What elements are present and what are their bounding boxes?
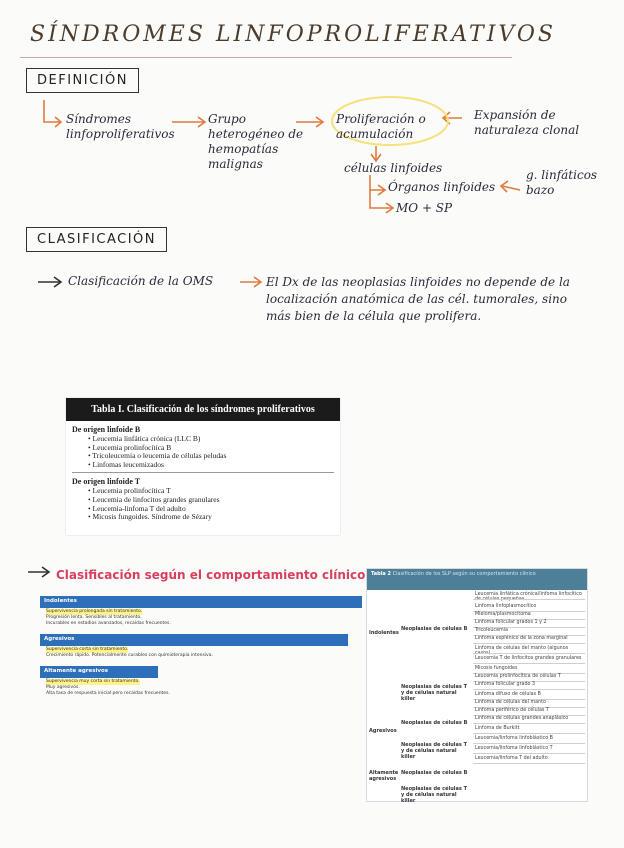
table-2-caption: Clasificación de los SLP según su comportamiento clínico [392, 571, 536, 577]
list-item: • Micosis fungoides. Síndrome de Sézary [88, 513, 340, 522]
clinical-list [40, 596, 362, 736]
mo-text: MO + SP [396, 201, 453, 215]
list-item: • Leucemia linfática crónica (LLC B) [88, 435, 340, 444]
clinical-title: Clasificación según el comportamiento clínico [56, 568, 366, 582]
sub-b-3: Neoplasias de células B [401, 770, 468, 776]
divider [72, 472, 334, 473]
row-divider [473, 653, 585, 654]
table-2-body [367, 590, 587, 804]
sub-b-1: Neoplasias de células B [401, 626, 468, 632]
table-2-cell: Leucemia/linfoma T del adulto [475, 756, 548, 761]
row-divider [473, 753, 585, 754]
table-2-cell: Leucemia linfática crónica/linfoma linfocítico de células pequeñas [475, 592, 582, 602]
organs-text: Órganos linfoides [388, 180, 496, 194]
row-divider [473, 663, 585, 664]
table-2-cell: Micosis fungoides [475, 666, 518, 671]
bar-altamente-agresivos: Altamente agresivos [40, 666, 158, 678]
prolif-text: Proliferación o acumulación [336, 112, 426, 141]
row-divider [473, 733, 585, 734]
list-item: • Leucemia-linfoma T del adulto [88, 505, 340, 514]
line: Muy agresivos. [46, 685, 80, 690]
line: Alta tasa de respuesta inicial pero recaídas frecuentes. [46, 691, 170, 696]
term-text: Síndromes linfoproliferativos [66, 112, 175, 141]
table-2-cell: Linfoma difuso de células B [475, 692, 541, 697]
oms-text: Clasificación de la OMS [68, 274, 214, 288]
row-divider [473, 643, 585, 644]
list-item: • Tricoleucemia o leucemia de células peludas [88, 452, 340, 461]
list-item: • Leucemia prolinfocítica B [88, 444, 340, 453]
page-title: SÍNDROMES LINFOPROLIFERATIVOS [30, 22, 557, 47]
table-2-cell: Linfoma de células del manto [475, 700, 546, 705]
table-2 [366, 568, 588, 802]
table-2-cell: Linfoma folicular grado 3 [475, 682, 536, 687]
cat-altamente: Altamente agresivos [369, 770, 399, 782]
row-divider [473, 599, 585, 600]
table-2-cell: Linfoma de Burkitt [475, 726, 520, 731]
cells-text: células linfoides [344, 161, 443, 175]
sub-t-3: Neoplasias de células T y de células natural killer [401, 786, 468, 804]
list-item: • Leucemia prolinfocítica T [88, 487, 340, 496]
group-t-list [88, 487, 340, 521]
indolentes-lines [40, 608, 362, 628]
table-2-cell: Linfoma folicular grados 1 y 2 [475, 620, 547, 625]
oms-note: El Dx de las neoplasias linfoides no depende de la localización anatómica de las cél. tumorales, sino más bien de la célula que prolifera. [266, 275, 570, 323]
line: Supervivencia corta sin tratamiento. [46, 647, 129, 652]
table-2-cell: Linfoma periférico de células T [475, 708, 549, 713]
group-text: Grupo heterogéneo de hemopatías malignas [208, 112, 304, 171]
table-2-cell: Leucemia T de linfocitos grandes granulares [475, 656, 582, 661]
table-2-cell: Leucemia prolinfocítica de células T [475, 674, 561, 679]
table-2-header [367, 569, 587, 590]
line: Crecimiento rápido. Potencialmente curables con quimioterapia intensiva. [46, 653, 213, 658]
sub-t-2: Neoplasias de células T y de células natural killer [401, 742, 468, 760]
row-divider [473, 723, 585, 724]
altamente-lines [40, 678, 362, 698]
list-item: • Leucemia de linfocitos grandes granulares [88, 496, 340, 505]
clasificacion-heading: CLASIFICACIÓN [26, 227, 167, 252]
group-b-heading: De origen linfoide B [72, 425, 141, 434]
table-2-cell: Leucemia/linfoma linfoblástico B [475, 736, 553, 741]
row-divider [473, 689, 585, 690]
table-2-cell: Tricoleucemia [475, 628, 508, 633]
cat-indolentes: Indolentes [369, 630, 399, 636]
bar-agresivos: Agresivos [40, 634, 348, 646]
agresivos-lines [40, 646, 362, 660]
table-2-title: Tabla 2 [371, 571, 392, 577]
table-1 [66, 398, 340, 535]
line: Supervivencia muy corta sin tratamiento. [46, 679, 140, 684]
table-2-cell: Linfoma esplénico de la zona marginal [475, 636, 568, 641]
definicion-heading: DEFINICIÓN [26, 68, 139, 93]
line: Progresión lenta. Sensibles al tratamiento. [46, 615, 142, 620]
row-divider [473, 743, 585, 744]
ganglios-text: g. linfáticos bazo [526, 168, 598, 197]
table-2-cell: Linfoma de células del manto (algunos casos) [475, 646, 569, 656]
table-2-cell: Linfoma de células grandes anaplásico [475, 716, 569, 721]
line: Supervivencia prolongada sin tratamiento. [46, 609, 143, 614]
row-divider [473, 763, 585, 764]
list-item: • Linfomas leucemizados [88, 461, 340, 470]
table-2-cell: Leucemia/linfoma linfoblástico T [475, 746, 553, 751]
line: Incurables en estadios avanzados, recaídas frecuentes. [46, 621, 171, 626]
sub-b-2: Neoplasias de células B [401, 720, 468, 726]
group-t-heading: De origen linfoide T [72, 477, 141, 487]
table-1-title: Tabla I. Clasificación de los síndromes proliferativos [66, 398, 340, 421]
expansion-text: Expansión de naturaleza clonal [474, 108, 580, 137]
table-2-cell: Linfoma linfoplasmocítico [475, 604, 537, 609]
bar-indolentes: Indolentes [40, 596, 362, 608]
sub-t-1: Neoplasias de células T y de células natural killer [401, 684, 468, 702]
group-b-list [88, 435, 340, 469]
cat-agresivos: Agresivos [369, 728, 397, 734]
table-2-cell: Mieloma/plasmocitoma [475, 612, 531, 617]
